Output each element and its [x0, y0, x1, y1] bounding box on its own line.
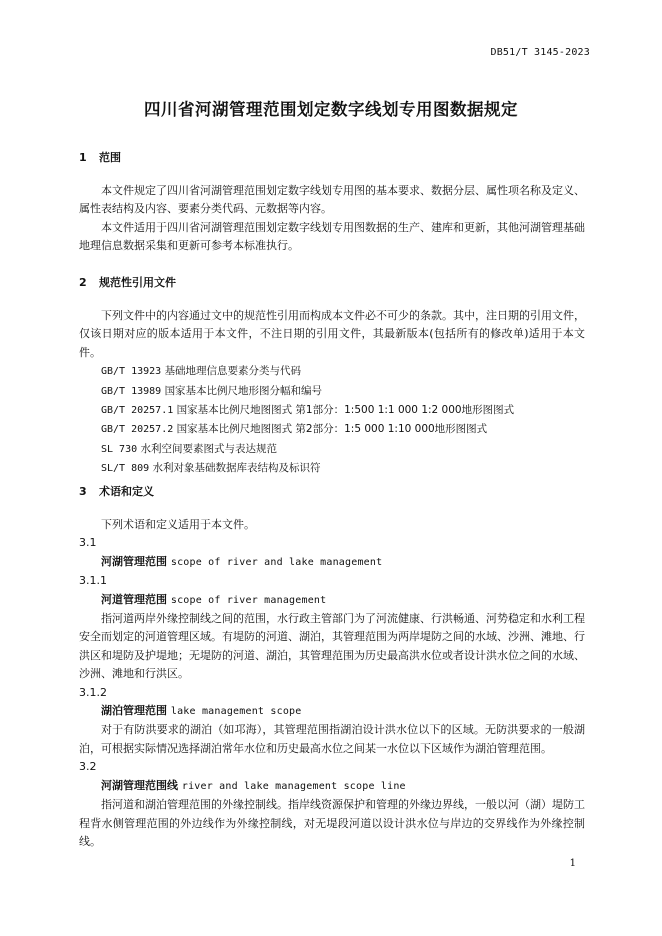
term-definition: 指河道两岸外缘控制线之间的范围，水行政主管部门为了河流健康、行洪畅通、河势稳定和水利工程安全而划定的河道管理区域。有堤防的河道、湖泊，其管理范围为两岸堤防之间的水域、沙洲、滩地、行洪区和堤防及护堤地；无堤防的河道、湖泊，其管理范围为历史最高洪水位或者设计洪水位之间的水域、沙洲、滩地和行洪区。: [79, 612, 585, 681]
reference-item: SL/T 809 水利对象基础数据库表结构及标识符: [101, 462, 321, 475]
section-2: [79, 274, 585, 292]
term-definition: 对于有防洪要求的湖泊（如邛海），其管理范围指湖泊设计洪水位以下的区域。无防洪要求的一般湖泊，可根据实际情况选择湖泊常年水位和历史最高水位之间某一水位以下区域作为湖泊管理范围。: [79, 723, 585, 755]
paragraph: 本文件适用于四川省河湖管理范围划定数字线划专用图数据的生产、建库和更新，其他河湖管理基础地理信息数据采集和更新可参考本标准执行。: [79, 220, 585, 253]
reference-item: GB/T 13923 基础地理信息要素分类与代码: [101, 365, 302, 378]
term-number: 3.1: [79, 536, 97, 550]
term-title: 河道管理范围 scope of river management: [101, 592, 327, 606]
term-title: 河湖管理范围线 river and lake management scope line: [101, 778, 406, 792]
section-1: [79, 149, 585, 167]
reference-item: GB/T 13989 国家基本比例尺地形图分幅和编号: [101, 384, 323, 397]
term-number: 3.2: [79, 760, 97, 774]
section-1-heading: 1 范围: [79, 151, 121, 164]
paragraph: 本文件规定了四川省河湖管理范围划定数字线划专用图的基本要求、数据分层、属性项名称及定义、属性表结构及内容、要素分类代码、元数据等内容。: [79, 184, 585, 216]
term-number: 3.1.2: [79, 685, 107, 699]
section-2-heading: 2 规范性引用文件: [79, 276, 176, 289]
paragraph: 下列术语和定义适用于本文件。: [101, 518, 255, 531]
document-title: 四川省河湖管理范围划定数字线划专用图数据规定: [144, 100, 518, 119]
page-number: 1: [569, 858, 576, 869]
section-2-body: [79, 307, 585, 479]
term-title: 河湖管理范围 scope of river and lake management: [101, 554, 383, 568]
reference-item: GB/T 20257.2 国家基本比例尺地图图式 第2部分：1:5 000 1:10 000地形图图式: [101, 423, 488, 436]
paragraph: 下列文件中的内容通过文中的规范性引用而构成本文件必不可少的条款。其中，注日期的引用文件，仅该日期对应的版本适用于本文件，不注日期的引用文件，其最新版本(包括所有的修改单)适用于本文件。: [79, 309, 585, 359]
term-number: 3.1.1: [79, 574, 107, 588]
section-3-body: [79, 516, 585, 851]
term-title: 湖泊管理范围 lake management scope: [101, 704, 302, 718]
reference-item: GB/T 20257.1 国家基本比例尺地图图式 第1部分：1:500 1:1 000 1:2 000地形图图式: [101, 404, 515, 417]
term-definition: 指河道和湖泊管理范围的外缘控制线。指岸线资源保护和管理的外缘边界线，一般以河（湖）堤防工程背水侧管理范围的外边线作为外缘控制线，对无堤段河道以设计洪水位与岸边的交界线作为外缘控制线。: [79, 798, 585, 848]
section-3: [79, 483, 585, 501]
document-code: DB51/T 3145-2023: [490, 47, 590, 58]
section-3-heading: 3 术语和定义: [79, 485, 154, 498]
section-1-body: [79, 182, 585, 256]
reference-item: SL 730 水利空间要素图式与表达规范: [101, 442, 277, 455]
